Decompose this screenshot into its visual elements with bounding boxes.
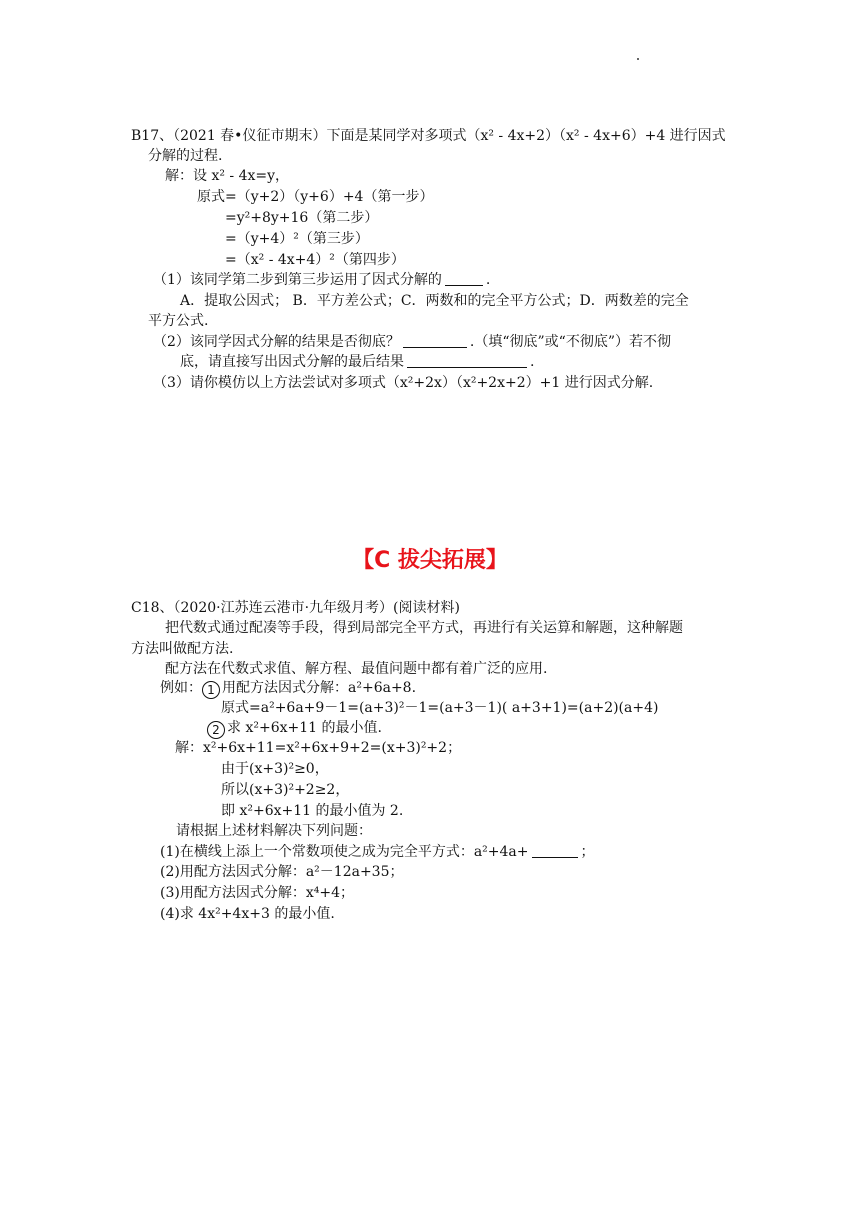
c18-example1	[160, 678, 416, 699]
b17-step3: =（y+4）²（第三步）	[225, 231, 369, 247]
c18-example-label: 例如：	[160, 680, 202, 696]
c18-question2: (2)用配方法因式分解：a²－12a+35；	[160, 864, 404, 880]
header-dot	[637, 58, 639, 60]
c18-paragraph2: 配方法在代数式求值、解方程、最值问题中都有着广泛的应用.	[165, 661, 548, 677]
c18-paragraph1-line2: 方法叫做配方法.	[131, 641, 234, 657]
c18-title: C18、（2020·江苏连云港市·九年级月考）(阅读材料)	[131, 600, 460, 616]
c18-solution-line3: 所以(x+3)²+2≥2，	[221, 782, 350, 798]
b17-question3: （3）请你模仿以上方法尝试对多项式（x²+2x）（x²+2x+2）+1 进行因式分解.	[153, 375, 654, 391]
c18-question1	[160, 842, 595, 862]
b17-question1-end: .	[485, 272, 491, 288]
b17-question2-line2	[180, 352, 534, 372]
c18-example2-text: 求 x²+6x+11 的最小值.	[227, 720, 382, 736]
c18-question1-text: (1)在横线上添上一个常数项使之成为完全平方式：a²+4a+	[160, 844, 529, 860]
c18-solution-line4: 即 x²+6x+11 的最小值为 2.	[221, 803, 404, 819]
b17-question2-line2-text: 底，请直接写出因式分解的最后结果	[180, 354, 404, 370]
c18-solution-line1: 解：x²+6x+11=x²+6x+9+2=(x+3)²+2；	[175, 740, 462, 756]
b17-step4: =（x² - 4x+4）²（第四步）	[225, 252, 405, 268]
b17-question1-text: （1）该同学第二步到第三步运用了因式分解的	[153, 272, 442, 288]
b17-question1-options-line1: A．提取公因式； B．平方差公式；C．两数和的完全平方公式；D．两数差的完全	[180, 293, 689, 309]
circled-number-2: 2	[207, 721, 225, 739]
section-heading: 【C 拔尖拓展】	[352, 548, 508, 573]
circled-number-1: 1	[202, 681, 220, 699]
b17-question2-blank2[interactable]	[407, 353, 527, 368]
c18-example1-work: 原式=a²+6a+9－1=(a+3)²－1=(a+3－1)( a+3+1)=(a+2)(a+4)	[221, 700, 659, 716]
b17-question2-line1-end: .（填“彻底”或“不彻底”）若不彻	[469, 334, 671, 350]
b17-question1-blank[interactable]	[445, 271, 483, 286]
b17-step1: 原式=（y+2）（y+6）+4（第一步）	[197, 189, 434, 205]
b17-step2: =y²+8y+16（第二步）	[225, 210, 379, 226]
c18-question3: (3)用配方法因式分解：x⁴+4；	[160, 885, 354, 901]
b17-question2-text: （2）该同学因式分解的结果是否彻底？	[153, 334, 400, 350]
c18-question1-blank[interactable]	[532, 843, 578, 858]
b17-question2-blank1[interactable]	[403, 333, 467, 348]
c18-question1-end: ；	[580, 844, 595, 860]
b17-title-line1: B17、（2021 春•仪征市期末）下面是某同学对多项式（x² - 4x+2）（x² - 4x+6）+4 进行因式	[131, 128, 726, 144]
b17-title-line2: 分解的过程.	[148, 148, 223, 164]
c18-example2	[207, 718, 382, 739]
c18-solution-line2: 由于(x+3)²≥0，	[221, 761, 329, 777]
c18-question4: (4)求 4x²+4x+3 的最小值.	[160, 906, 335, 922]
c18-prompt: 请根据上述材料解决下列问题：	[176, 823, 372, 839]
b17-question2-line1	[153, 332, 671, 352]
b17-question1-options-line2: 平方公式.	[148, 313, 209, 329]
c18-paragraph1-line1: 把代数式通过配凑等手段，得到局部完全平方式，再进行有关运算和解题，这种解题	[165, 620, 683, 636]
c18-example1-text: 用配方法因式分解：a²+6a+8.	[222, 680, 417, 696]
b17-question1	[153, 270, 490, 290]
b17-solution-intro: 解：设 x² - 4x=y，	[165, 168, 290, 184]
b17-question2-line2-end: .	[530, 354, 535, 370]
